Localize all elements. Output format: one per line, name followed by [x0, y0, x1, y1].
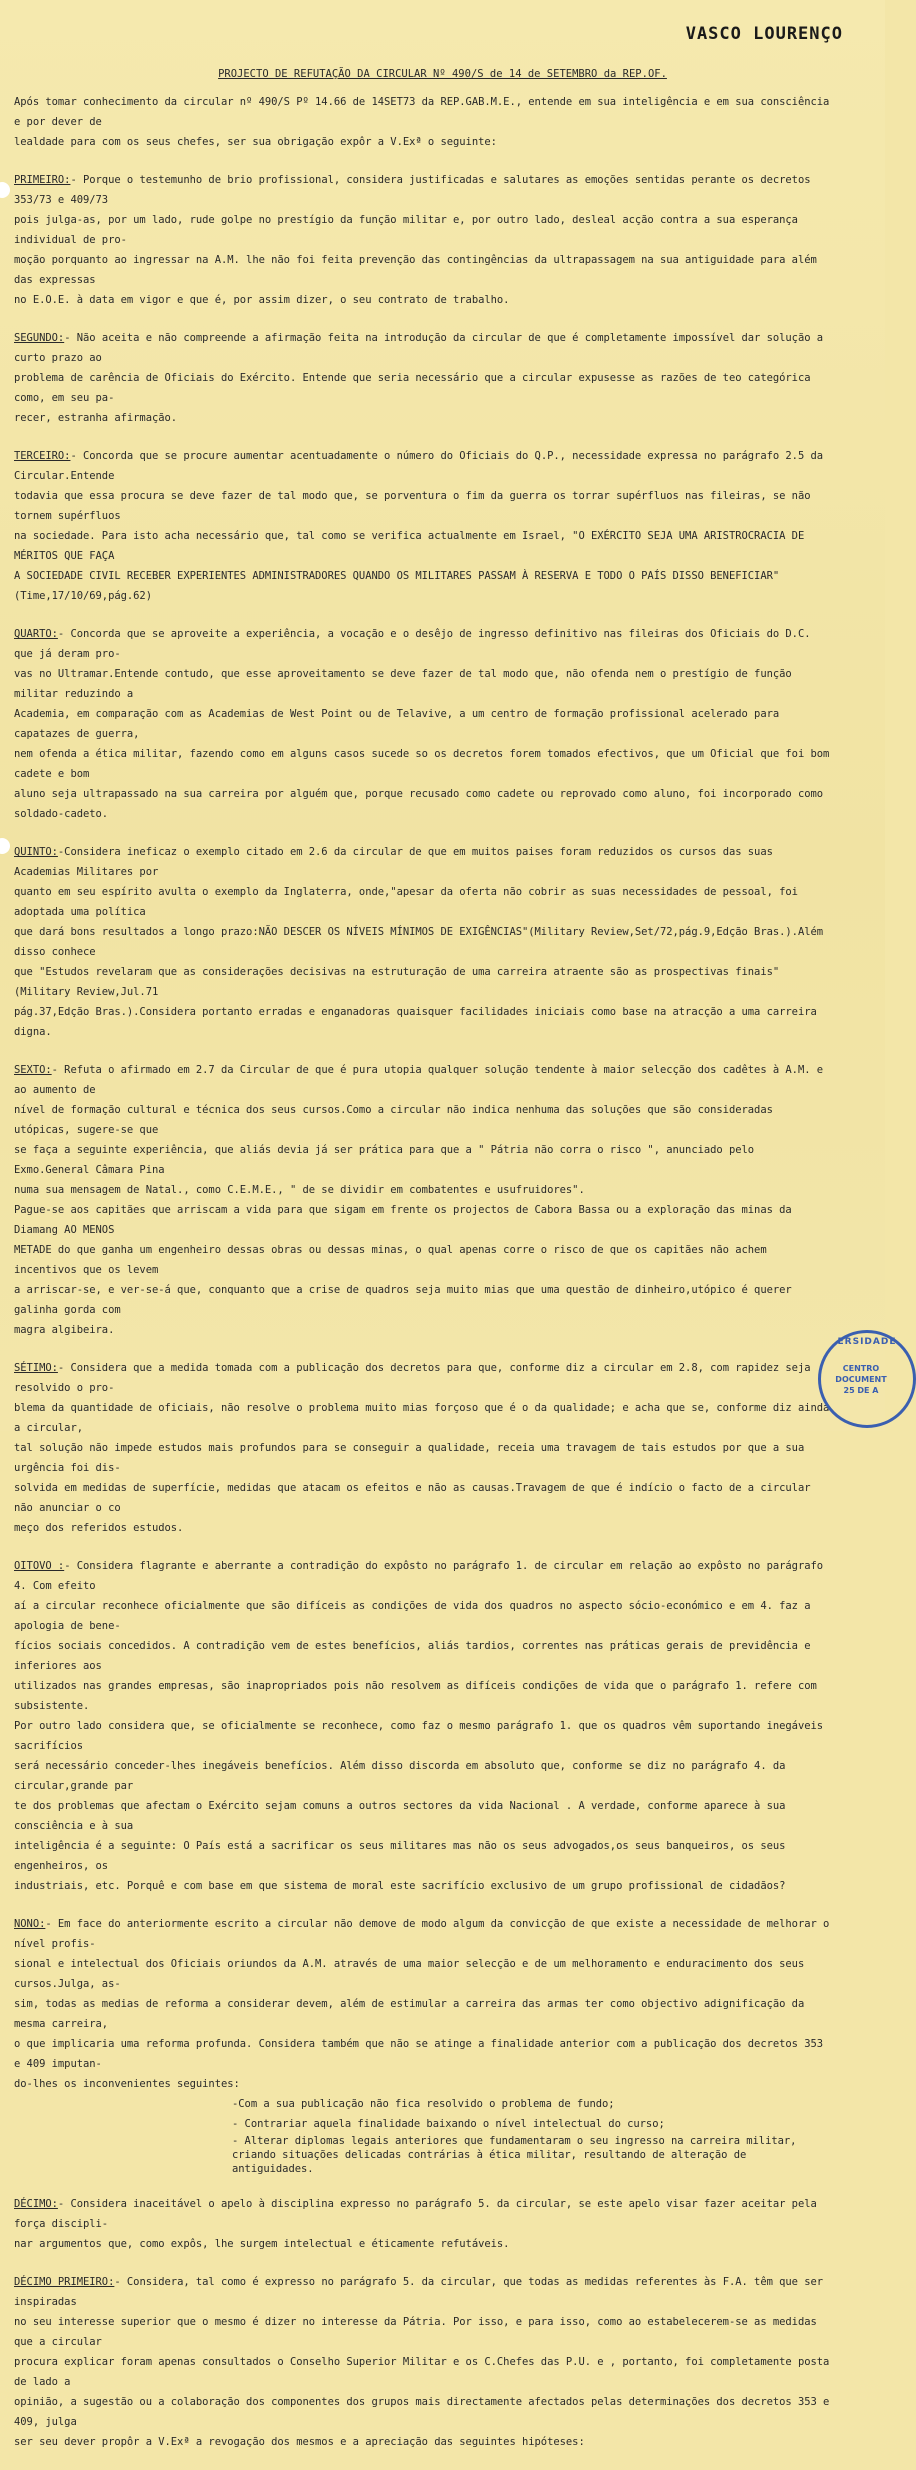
author-name: VASCO LOURENÇO — [685, 24, 843, 44]
section-terceiro — [14, 446, 832, 606]
section-line: - Considera inaceitável o apelo à disciplina expresso no parágrafo 5. da circular, se este apelo visar fazer aceitar pela força discipli- — [14, 2198, 817, 2230]
section-line: recer, estranha afirmação. — [14, 412, 178, 424]
list-item: -Com a sua publicação não fica resolvido o problema de fundo; — [232, 2098, 615, 2110]
section-label: QUINTO: — [14, 846, 58, 858]
section-line: - Concorda que se aproveite a experiência, a vocação e o desêjo de ingresso definitivo nas fileiras dos Oficiais do D.C. que já deram pro- — [14, 628, 811, 660]
section-line: a arriscar-se, e ver-se-á que, conquanto que a crise de quadros seja muito mias que uma questão de dinheiro,utópico é querer galinha gorda com — [14, 1284, 792, 1316]
intro-line: Após tomar conhecimento da circular nº 490/S Pº 14.66 de 14SET73 da REP.GAB.M.E., entende em sua inteligência e em sua consciência e por dever de — [14, 96, 830, 128]
section-label: OITOVO : — [14, 1560, 65, 1572]
section-line: - Considera que a medida tomada com a publicação dos decretos para que, conforme diz a circular em 2.8, com rapidez seja resolvido o pro- — [14, 1362, 811, 1394]
section-line: problema de carência de Oficiais do Exército. Entende que seria necessário que a circular expusesse as razões de teo categórica como, em seu pa- — [14, 372, 811, 404]
section-segundo — [14, 328, 832, 428]
section-line: industriais, etc. Porquê e com base em que sistema de moral este sacrifício exclusivo de um grupo profissional de cidadãos? — [14, 1880, 786, 1892]
section-label: DÉCIMO: — [14, 2198, 58, 2210]
section-line: - Refuta o afirmado em 2.7 da Circular de que é pura utopia qualquer solução tendente à maior selecção dos cadêtes à A.M. e ao aumento de — [14, 1064, 824, 1096]
section-line: na sociedade. Para isto acha necessário que, tal como se verifica actualmente em Israel, "O EXÉRCITO SEJA UMA ARISTROCRACIA DE MÉRITOS QUE FAÇA — [14, 530, 805, 562]
section-line: sional e intelectual dos Oficiais oriundos da A.M. através de uma maior selecção e de um melhoramento e enduracimento dos seus cursos.Julga, as- — [14, 1958, 805, 1990]
list-item: - Alterar diplomas legais anteriores que fundamentaram o seu ingresso na carreira militar, criando situações delicadas contrárias à ética militar, resultando de alteração de antiguidades. — [232, 2135, 797, 2175]
stamp-text — [831, 1363, 891, 1396]
section-label: PRIMEIRO: — [14, 174, 71, 186]
section-sexto — [14, 1060, 832, 1340]
section-line: meço dos referidos estudos. — [14, 1522, 184, 1534]
stamp-line: 25 DE A — [843, 1386, 879, 1395]
section-label: SEGUNDO: — [14, 332, 65, 344]
section-line: pois julga-as, por um lado, rude golpe no prestígio da função militar e, por outro lado, desleal acção contra a sua esperança individual de pro- — [14, 214, 798, 246]
section-line: nem ofenda a ética militar, fazendo como em alguns casos sucede so os decretos forem tomados efectivos, que um Oficial que foi bom cadete e bom — [14, 748, 830, 780]
section-nono — [14, 1914, 832, 2176]
section-line: moção porquanto ao ingressar na A.M. lhe não foi feita prevenção das contingências da ultrapassagem na sua antiguidade para além das expressas — [14, 254, 817, 286]
section-primeiro — [14, 170, 832, 310]
section-line: nar argumentos que, como expôs, lhe surgem intelectual e éticamente refutáveis. — [14, 2238, 510, 2250]
section-line: - Considera flagrante e aberrante a contradição do expôsto no parágrafo 1. de circular em relação ao expôsto no parágrafo 4. Com efeito — [14, 1560, 824, 1592]
section-line: nível de formação cultural e técnica dos seus cursos.Como a circular não indica nenhuma das soluções que são consideradas utópicas, sugere-se que — [14, 1104, 773, 1136]
section-label: SÉTIMO: — [14, 1362, 58, 1374]
section-line: magra algibeira. — [14, 1324, 115, 1336]
section-decimo — [14, 2194, 832, 2254]
section-oitavo — [14, 1556, 832, 1896]
section-line: A SOCIEDADE CIVIL RECEBER EXPERIENTES ADMINISTRADORES QUANDO OS MILITARES PASSAM À RESERVA E TODO O PAÍS DISSO BENEFICIAR" (Time,17/10/69,pág.62) — [14, 570, 780, 602]
section-label: QUARTO: — [14, 628, 58, 640]
document-body — [14, 92, 832, 2470]
section-quarto — [14, 624, 832, 824]
section-line: pág.37,Edção Bras.).Considera portanto erradas e enganadoras quaisquer facilidades iniciais como base na atracção a uma carreira digna. — [14, 1006, 817, 1038]
stamp-line: DOCUMENT — [835, 1375, 887, 1384]
list-item: - Contrariar aquela finalidade baixando o nível intelectual do curso; — [232, 2118, 665, 2130]
section-label: DÉCIMO PRIMEIRO: — [14, 2276, 115, 2288]
section-line: utilizados nas grandes empresas, são inapropriados pois não resolvem as difíceis condições de vida que o parágrafo 1. refere com subsistente. — [14, 1680, 817, 1712]
section-line: no E.O.E. à data em vigor e que é, por assim dizer, o seu contrato de trabalho. — [14, 294, 510, 306]
section-line: te dos problemas que afectam o Exército sejam comuns a outros sectores da vida Nacional . A verdade, conforme aparece à sua consciência e à sua — [14, 1800, 786, 1832]
section-line: - Concorda que se procure aumentar acentuadamente o número do Oficiais do Q.P., necessidade expressa no parágrafo 2.5 da Circular.Entende — [14, 450, 824, 482]
archive-stamp — [818, 1330, 916, 1428]
section-line: quanto em seu espírito avulta o exemplo da Inglaterra, onde,"apesar da oferta não cobrir as suas necessidades de pessoal, foi adoptada uma política — [14, 886, 798, 918]
section-line: vas no Ultramar.Entende contudo, que esse aproveitamento se deve fazer de tal modo que, não ofenda nem o prestígio de função militar reduzindo a — [14, 668, 792, 700]
section-line: Pague-se aos capitães que arriscam a vida para que sigam em frente os projectos de Cabora Bassa ou a exploração das minas da Diamang AO MENOS — [14, 1204, 792, 1236]
section-line: -Considera ineficaz o exemplo citado em 2.6 da circular de que em muitos paises foram reduzidos os cursos das suas Academias Militares por — [14, 846, 773, 878]
section-label: TERCEIRO: — [14, 450, 71, 462]
inconvenientes-list — [232, 2094, 832, 2176]
section-line: fícios sociais concedidos. A contradição vem de estes benefícios, aliás tardios, correntes nas práticas gerais de previdência e inferiores aos — [14, 1640, 811, 1672]
section-quinto — [14, 842, 832, 1042]
section-line: que dará bons resultados a longo prazo:NÃO DESCER OS NÍVEIS MÍNIMOS DE EXIGÊNCIAS"(Military Review,Set/72,pág.9,Edção Bras.).Além disso conhece — [14, 926, 824, 958]
section-line: aluno seja ultrapassado na sua carreira por alguém que, porque recusado como cadete ou reprovado como aluno, foi incorporado como soldado-cadeto. — [14, 788, 824, 820]
section-line: se faça a seguinte experiência, que aliás devia já ser prática para que a " Pátria não corra o risco ", anunciado pelo Exmo.General Câmara Pina — [14, 1144, 755, 1176]
punch-hole — [0, 182, 10, 198]
section-line: aí a circular reconhece oficialmente que são difíceis as condições de vida dos quadros no aspecto sócio-económico e em 4. faz a apologia de bene- — [14, 1600, 811, 1632]
section-line: - Em face do anteriormente escrito a circular não demove de modo algum da convicção de que existe a necessidade de melhorar o nível profis- — [14, 1918, 830, 1950]
section-line: - Não aceita e não compreende a afirmação feita na introdução da circular de que é completamente impossível dar solução a curto prazo ao — [14, 332, 824, 364]
section-decimo-primeiro — [14, 2272, 832, 2452]
section-setimo — [14, 1358, 832, 1538]
section-line: sim, todas as medias de reforma a considerar devem, além de estimular a carreira das armas ter como objectivo adignificação da mesma carreira, — [14, 1998, 805, 2030]
punch-hole — [0, 838, 10, 854]
section-line: Por outro lado considera que, se oficialmente se reconhece, como faz o mesmo parágrafo 1. que os quadros vêm suportando inegáveis sacrifícios — [14, 1720, 824, 1752]
intro-paragraph — [14, 92, 832, 152]
section-line: ser seu dever propôr a V.Exª a revogação dos mesmos e a apreciação das seguintes hipóteses: — [14, 2436, 585, 2448]
section-line: o que implicaria uma reforma profunda. Considera também que não se atinge a finalidade anterior com a publicação dos decretos 353 e 409 imputan- — [14, 2038, 824, 2070]
stamp-rim-text: ERSIDADE — [837, 1337, 897, 1347]
stamp-line: CENTRO — [842, 1364, 880, 1373]
section-line: procura explicar foram apenas consultados o Conselho Superior Militar e os C.Chefes das P.U. e , portanto, foi completamente posta de lado a — [14, 2356, 830, 2388]
section-line: será necessário conceder-lhes inegáveis benefícios. Além disso discorda em absoluto que, conforme se diz no parágrafo 4. da circular,grande par — [14, 1760, 786, 1792]
section-line: do-lhes os inconvenientes seguintes: — [14, 2078, 240, 2090]
section-line: blema da quantidade de oficiais, não resolve o problema muito mias forçoso que é o da qualidade; e acha que se, conforme diz ainda a circular, — [14, 1402, 830, 1434]
document-title: PROJECTO DE REFUTAÇÃO DA CIRCULAR Nº 490/S de 14 de SETEMBRO da REP.OF. — [218, 68, 667, 80]
intro-line: lealdade para com os seus chefes, ser sua obrigação expôr a V.Exª o seguinte: — [14, 136, 497, 148]
section-line: METADE do que ganha um engenheiro dessas obras ou dessas minas, o qual apenas corre o risco de que os capitães não achem incentivos que os levem — [14, 1244, 767, 1276]
section-line: no seu interesse superior que o mesmo é dizer no interesse da Pátria. Por isso, e para isso, como ao estabelecerem-se as medidas que a circular — [14, 2316, 817, 2348]
section-line: que "Estudos revelaram que as considerações decisivas na estruturação de uma carreira atraente são as prospectivas finais"(Military Review,Jul.71 — [14, 966, 780, 998]
section-line: Academia, em comparação com as Academias de West Point ou de Telavive, a um centro de formação profissional acelerado para capatazes de guerra, — [14, 708, 780, 740]
section-line: opinião, a sugestão ou a colaboração dos componentes dos grupos mais directamente afectados pelas determinações dos decretos 353 e 409, julga — [14, 2396, 830, 2428]
section-label: SEXTO: — [14, 1064, 52, 1076]
section-line: - Porque o testemunho de brio profissional, considera justificadas e salutares as emoções sentidas perante os decretos 353/73 e 409/73 — [14, 174, 811, 206]
section-line: numa sua mensagem de Natal., como C.E.M.E., " de se dividir em combatentes e usufruidores". — [14, 1184, 585, 1196]
section-line: solvida em medidas de superfície, medidas que atacam os efeitos e não as causas.Travagem de que é indício o facto de a circular não anunciar o co — [14, 1482, 811, 1514]
section-line: - Considera, tal como é expresso no parágrafo 5. da circular, que todas as medidas referentes às F.A. têm que ser inspiradas — [14, 2276, 824, 2308]
section-label: NONO: — [14, 1918, 46, 1930]
section-line: tal solução não impede estudos mais profundos para se conseguir a qualidade, receia uma travagem de tais estudos por que a sua urgência foi dis- — [14, 1442, 805, 1474]
section-line: inteligência é a seguinte: O País está a sacrificar os seus militares mas não os seus advogados,os seus banqueiros, os seus engenheiros, os — [14, 1840, 786, 1872]
section-line: todavia que essa procura se deve fazer de tal modo que, se porventura o fim da guerra os torrar supérfluos nas fileiras, se não tornem supérfluos — [14, 490, 811, 522]
